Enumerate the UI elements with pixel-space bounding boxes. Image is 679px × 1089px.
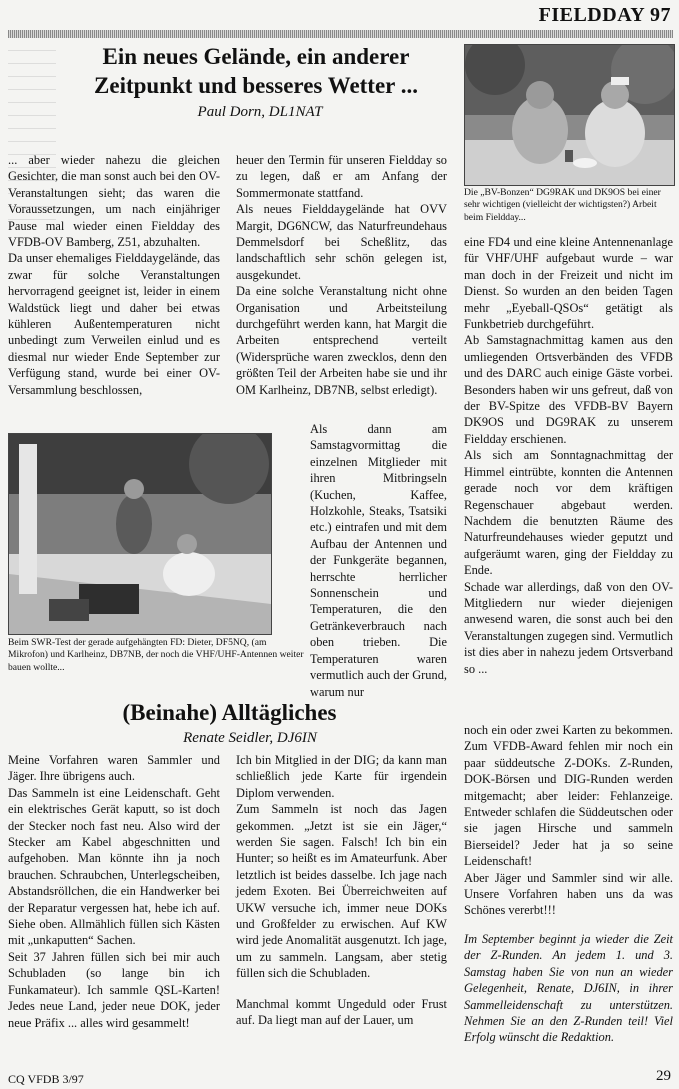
article-title: [54, 42, 458, 100]
paragraph: Da eine solche Veranstaltung nicht ohne Organisation und Arbeitsteilung durchgeführt werden kann, hat Margit die Arbeiten entsprechend verteilt (Widersprüche waren zwecklos, denn den größten Teil der Arbeiten habe sie und ihr OM Karlheinz, DB7NB, selbst erledigt).: [236, 284, 447, 397]
paragraph: Ich bin Mitglied in der DIG; da kann man schließlich jede Karte für irgendein Diplom verwenden.: [236, 753, 447, 800]
title-line-2: Zeitpunkt und besseres Wetter ...: [94, 73, 418, 98]
header-rule: [8, 30, 673, 38]
paragraph: Als dann am Samstagvormittag die einzelnen Mitglieder mit ihren Mitbringseln (Kuchen, Kaffee, Holzkohle, Steaks, Tsatsiki etc.) eintrafen und mit dem Aufbau der Antennen und der Funkgeräte begannen, herrschte herrlicher Sonnenschein und Temperaturen, die den Getränkeverbrauch nach oben trieben. Die Temperaturen waren vermutlich auch der Grund, warum nur: [310, 422, 447, 699]
paragraph: Meine Vorfahren waren Sammler und Jäger. Ihre übrigens auch.: [8, 753, 220, 784]
paragraph: Zum Sammeln ist noch das Jagen gekommen. „Jetzt ist sie ein Jäger,“ werden Sie sagen. Falsch! Ich bin ein Hunter; so heißt es im Amateurfunk. Aber letztlich ist beides dasselbe. Ich jage nach jedem Exoten. Bei Überreichweiten auf UKW versuche ich, immer neue DOKs und Großfelder zu erwischen. Auf KW wird jede Anomalität ausgenutzt. Ich jage, um zu sammeln. Langsam, aber stetig füllen sich die Schubladen.: [236, 802, 447, 981]
article1-column-2-continued: [310, 421, 447, 700]
photo-swr-test: [8, 433, 272, 635]
footer-issue: CQ VFDB 3/97: [8, 1072, 84, 1086]
article2-column-3: [464, 722, 673, 1046]
photo-bv-bonzen: [464, 44, 675, 186]
title-line-1: Ein neues Gelände, ein anderer: [102, 44, 410, 69]
article2-column-2: [236, 752, 447, 1029]
paragraph: Aber Jäger und Sammler sind wir alle. Unsere Vorfahren haben uns da was Schönes vererbt!!!: [464, 870, 673, 918]
article1-column-2: [236, 152, 447, 398]
paragraph: Als sich am Sonntagnachmittag der Himmel eintrübte, konnten die Antennen gerade noch vor dem kräftigen Regenschauer abgebaut werden. Nachdem die benutzten Räume des Naturfreundehauses wieder geputzt und aufgeräumt waren, ging der Fieldday zu Ende.: [464, 448, 673, 578]
paragraph: Schade war allerdings, daß von den OV-Mitgliedern nur wieder diejenigen anwesend waren, die sonst auch bei den Veranstaltungen zugegen sind. Vermutlich ist dies aber in nahezu jedem Ortsverband so ...: [464, 579, 673, 676]
paragraph: heuer den Termin für unseren Fieldday so zu legen, daß er am Anfang der Sommermonate stattfand.: [236, 153, 447, 200]
page-number: 29: [656, 1068, 671, 1084]
paragraph: Ab Samstagnachmittag kamen aus den umliegenden Ortsverbänden des VFDB und des DARC auch einige Gäste vorbei. Besonders haben wir uns gefreut, daß von der BV-Spitze des VFDB-BV Bayern DK9OS und DG9RAK zu unserem Fieldday erschienen.: [464, 333, 673, 446]
article1-column-1: [8, 152, 220, 398]
paragraph: Das Sammeln ist eine Leidenschaft. Geht ein elektrisches Gerät kaputt, so ist doch der Stecker noch fast neu. Also wird der Stecker am Kabel abgeschnitten und aufgehoben. Man könnte ihn ja noch brauchen. Schraubchen, Unterlegscheiben, Abstandsröllchen, die ein Handwerker bei der Reparatur vergessen hat, hebe ich auf. Siehe oben. Allmählich füllen sich Kästen mit „unkaputten“ Sachen.: [8, 785, 220, 948]
paragraph: Da unser ehemaliges Fielddaygelände, das zwar für solche Veranstaltungen hervorragend geeignet ist, leider in einem Waldstück liegt und daher bei etwas kühleren Außentemperaturen nicht unbedingt zum Verweilen einlud und es diesmal nur wieder Ende September zur Verfügung stand, wurde bei einer OV-Versammlung beschlossen,: [8, 251, 220, 397]
paragraph: Als neues Fielddaygelände hat OVV Margit, DG6NCW, das Naturfreundehaus Demmelsdorf bei Scheßlitz, das landschaftlich sehr schön gelegen ist, ausgekundet.: [236, 202, 447, 282]
paragraph: ... aber wieder nahezu die gleichen Gesichter, die man sonst auch bei den OV-Veranstaltungen sieht; das waren die Voraussetzungen, um nach einjähriger Pause mal wieder einen Fieldday des VFDB-OV Bamberg, Z51, abzuhalten.: [8, 153, 220, 250]
section-title: FIELDDAY 97: [538, 4, 671, 26]
paragraph: eine FD4 und eine kleine Antennenanlage für VHF/UHF aufgebaut wurde – war man doch in der Freizeit und nicht im Dienst. So wurden an den beiden Tagen mehr „Eyeball-QSOs“ getätigt als Funkbetrieb durchgeführt.: [464, 235, 673, 332]
photo-caption-left: Beim SWR-Test der gerade aufgehängten FD: Dieter, DF5NQ, (am Mikrofon) und Karlheinz, DB7NB, der noch die VHF/UHF-Antennen weiter bauen wollte...: [8, 637, 304, 673]
article2-column-1: [8, 752, 220, 1031]
article1-column-3: [464, 234, 673, 677]
photo-caption-top: Die „BV-Bonzen“ DG9RAK und DK9OS bei einer sehr wichtigen (vielleicht der wichtigsten?) Arbeit beim Fieldday...: [464, 187, 661, 223]
paragraph: noch ein oder zwei Karten zu bekommen. Zum VFDB-Award fehlen mir noch ein paar süddeutsche Z-DOKs. Z-Runden, DOK-Börsen und DIG-Runden werden mitgemacht; aber leider: Fehlanzeige. Entweder schlafen die Süddeutschen oder sie jagen Hirsche und sammeln Bierseidel? Jeder hat ja so seine Leidenschaft!: [464, 723, 673, 869]
paragraph: Manchmal kommt Ungeduld oder Frust auf. Da liegt man auf der Lauer, um: [236, 996, 447, 1028]
paragraph: Seit 37 Jahren füllen sich bei mir auch Schubladen (so lange bin ich Funkamateur). Ich sammle QSL-Karten! Jedes neue Land, jeder neue DOK, jeder neue Präfix ... alles wird gesammelt!: [8, 949, 220, 1030]
article2-author: Renate Seidler, DJ6IN: [183, 730, 317, 746]
editorial-note: Im September beginnt ja wieder die Zeit der Z-Runden. An jedem 1. und 3. Samstag haben Sie von nun an wieder Gelegenheit, Renate, DJ6IN, in ihrer Sammelleidenschaft zu unterstützen. Nehmen Sie an den Z-Runden teil! Viel Erfolg wünscht die Redaktion.: [464, 931, 673, 1045]
article2-title: (Beinahe) Alltägliches: [122, 700, 337, 725]
article-author: Paul Dorn, DL1NAT: [197, 104, 323, 120]
